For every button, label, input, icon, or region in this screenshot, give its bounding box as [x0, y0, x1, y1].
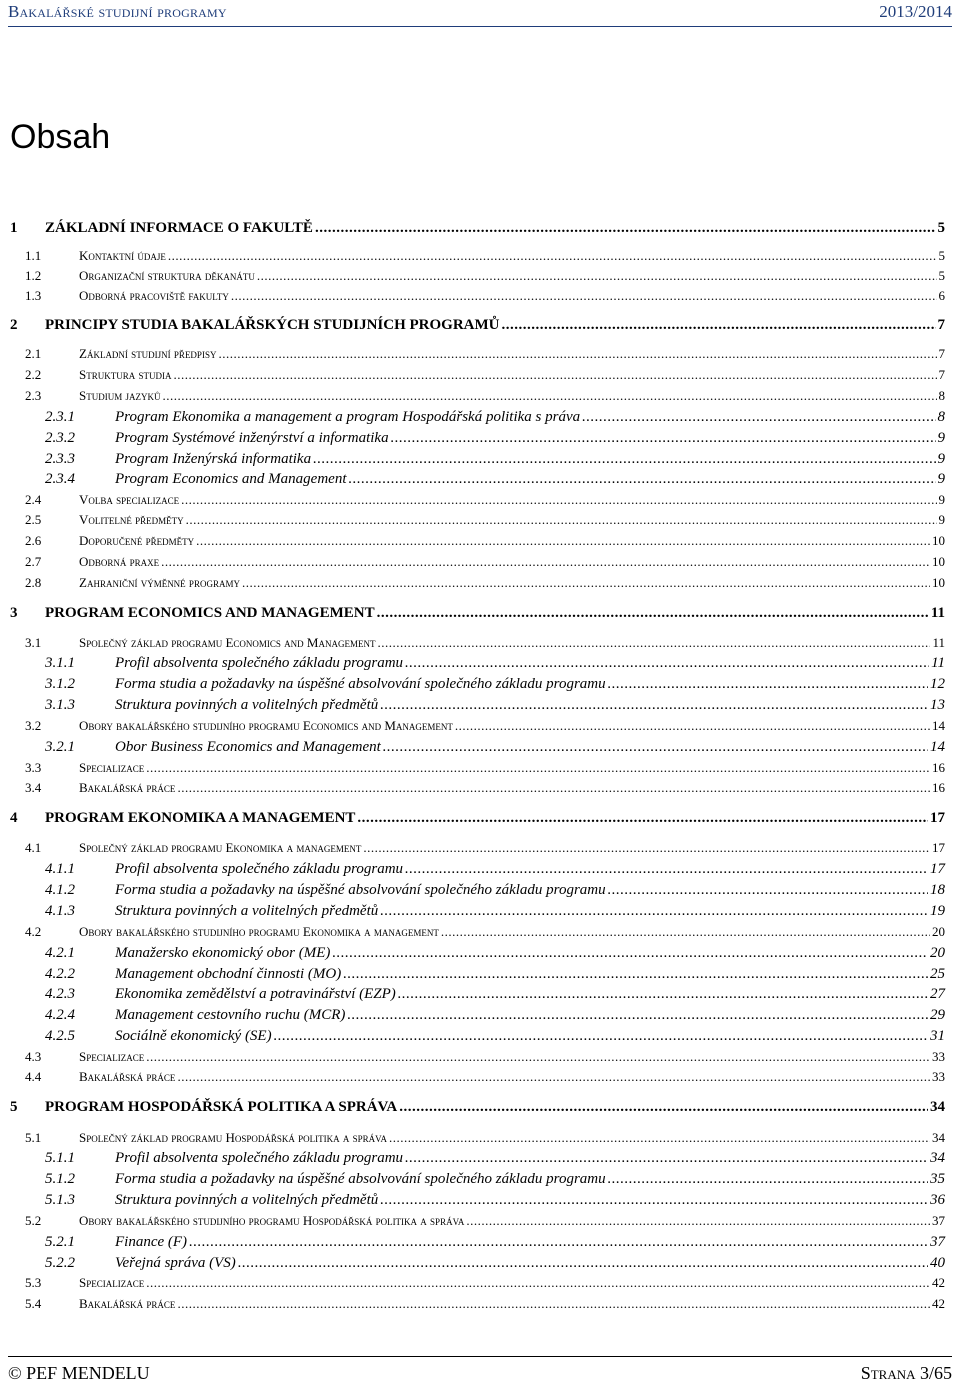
toc-entry-leader	[313, 451, 935, 468]
toc-entry-title: Management cestovního ruchu (MCR)	[115, 1007, 346, 1023]
toc-entry-title: Organizační struktura děkanátu	[79, 268, 255, 283]
toc-entry-leader	[398, 986, 928, 1003]
toc-entry-page: 5	[938, 268, 945, 283]
toc-entry-leader	[391, 430, 936, 447]
toc-entry[interactable]	[25, 1069, 945, 1085]
toc-entry-number: 2.3	[25, 388, 42, 403]
toc-entry-number: 4.1.3	[45, 903, 75, 919]
toc-entry-number: 3.1.3	[45, 697, 75, 713]
toc-entry-page: 10	[932, 575, 945, 590]
toc-entry[interactable]	[25, 780, 945, 796]
toc-entry-leader	[242, 575, 930, 591]
toc-entry-leader	[363, 840, 930, 856]
toc-entry[interactable]	[25, 1296, 945, 1312]
toc-entry[interactable]	[45, 966, 945, 983]
toc-entry[interactable]	[45, 861, 945, 878]
toc-entry-page: 17	[930, 810, 945, 826]
toc-entry[interactable]	[25, 248, 945, 264]
toc-entry-title: Veřejná správa (VS)	[115, 1255, 236, 1271]
toc-entry-leader	[332, 945, 928, 962]
toc-entry-page: 11	[932, 635, 945, 650]
toc-entry-page: 16	[932, 760, 945, 775]
toc-entry-leader	[257, 268, 937, 284]
toc-entry-title: Specializace	[79, 760, 145, 775]
toc-entry-page: 9	[938, 512, 945, 527]
toc-entry-title: Zahraniční výměnné programy	[79, 575, 240, 590]
toc-entry-page: 42	[932, 1275, 945, 1290]
toc-entry-leader	[238, 1255, 928, 1272]
toc-entry-number: 1.2	[25, 268, 42, 283]
toc-entry[interactable]	[25, 288, 945, 304]
toc-entry-leader	[177, 1296, 930, 1312]
toc-entry-title: Sociálně ekonomický (SE)	[115, 1028, 272, 1044]
toc-entry[interactable]	[25, 924, 945, 940]
toc-entry-page: 9	[937, 471, 945, 487]
toc-entry[interactable]	[25, 1049, 945, 1065]
toc-entry-number: 2.3.4	[45, 471, 75, 487]
toc-entry-leader	[501, 317, 935, 334]
toc-entry-title: Struktura povinných a volitelných předmětů	[115, 1192, 379, 1208]
toc-entry[interactable]	[45, 882, 945, 899]
toc-entry-leader	[582, 409, 935, 426]
toc-entry-leader	[378, 635, 931, 651]
toc-entry-page: 29	[930, 1007, 945, 1023]
toc-entry-leader	[177, 780, 930, 796]
toc-entry-title: Doporučené předměty	[79, 533, 195, 548]
toc-entry-title: PROGRAM HOSPODÁŘSKÁ POLITIKA A SPRÁVA	[45, 1099, 398, 1115]
toc-entry-title: Odborná praxe	[79, 554, 160, 569]
toc-entry-page: 20	[930, 945, 945, 961]
toc-entry-number: 3	[10, 605, 18, 621]
toc-entry-number: 2.3.1	[45, 409, 75, 425]
toc-entry-title: Profil absolventa společného základu programu	[115, 861, 404, 877]
toc-entry-number: 2.7	[25, 554, 42, 569]
toc-entry[interactable]	[45, 903, 945, 920]
toc-entry-page: 17	[932, 840, 945, 855]
toc-entry-page: 18	[930, 882, 945, 898]
toc-entry-title: ZÁKLADNÍ INFORMACE O FAKULTĚ	[45, 220, 313, 236]
toc-entry[interactable]	[25, 512, 945, 528]
toc-entry-number: 4	[10, 810, 18, 826]
toc-entry-title: Společný základ programu Ekonomika a management	[79, 840, 362, 855]
toc-entry-title: Bakalářská práce	[79, 1296, 176, 1311]
toc-entry[interactable]	[45, 739, 945, 756]
toc-entry[interactable]	[45, 1234, 945, 1251]
toc-entry-number: 2.6	[25, 533, 42, 548]
toc-entry-title: Forma studia a požadavky na úspěšné absolvování společného základu programu	[115, 676, 606, 692]
toc-entry-leader	[405, 861, 928, 878]
toc-entry-leader	[146, 1275, 930, 1291]
toc-entry-number: 2.2	[25, 367, 42, 382]
toc-entry-leader	[186, 512, 937, 528]
toc-entry-page: 16	[932, 780, 945, 795]
toc-entry-number: 5.3	[25, 1275, 42, 1290]
toc-entry-title: Specializace	[79, 1049, 145, 1064]
toc-entry-number: 1.3	[25, 288, 42, 303]
toc-entry[interactable]	[45, 1028, 945, 1045]
toc-entry-leader	[455, 718, 930, 734]
toc-entry[interactable]	[45, 655, 945, 672]
header-rule	[8, 26, 952, 27]
toc-entry[interactable]	[45, 430, 945, 447]
toc-entry-leader	[315, 220, 936, 237]
toc-entry-page: 19	[930, 903, 945, 919]
toc-entry-number: 4.1.1	[45, 861, 75, 877]
toc-entry-page: 8	[938, 388, 945, 403]
toc-entry-title: Struktura povinných a volitelných předmětů	[115, 697, 379, 713]
toc-entry[interactable]	[25, 533, 945, 549]
toc-entry-page: 34	[930, 1099, 945, 1115]
toc-entry-title: PROGRAM EKONOMIKA A MANAGEMENT	[45, 810, 356, 826]
toc-entry-page: 8	[937, 409, 945, 425]
toc-entry-page: 6	[938, 288, 945, 303]
toc-entry-page: 27	[930, 986, 945, 1002]
toc-entry-leader	[466, 1213, 930, 1229]
toc-entry-leader	[189, 1234, 928, 1251]
header-title: Bakalářské studijní programy	[8, 2, 227, 21]
toc-entry-leader	[218, 346, 936, 362]
toc-entry[interactable]	[25, 492, 945, 508]
toc-entry-leader	[162, 388, 936, 404]
toc-entry-number: 4.2.3	[45, 986, 75, 1002]
toc-entry-number: 3.1.1	[45, 655, 75, 671]
toc-entry-leader	[608, 676, 928, 693]
toc-entry[interactable]	[45, 1171, 945, 1188]
toc-entry[interactable]	[25, 367, 945, 383]
toc-entry-page: 14	[930, 739, 945, 755]
toc-entry-page: 13	[930, 697, 945, 713]
toc-entry-page: 10	[932, 533, 945, 548]
toc-entry[interactable]	[25, 346, 945, 362]
toc-entry-leader	[357, 810, 928, 827]
toc-entry-title: Obory bakalářského studijního programu Hospodářská politika a správa	[79, 1213, 465, 1228]
toc-entry-title: Finance (F)	[115, 1234, 188, 1250]
toc-entry[interactable]	[25, 760, 945, 776]
toc-entry-number: 2	[10, 317, 18, 333]
toc-entry-leader	[380, 903, 928, 920]
toc-entry-number: 4.2.2	[45, 966, 75, 982]
toc-entry-number: 5.1.3	[45, 1192, 75, 1208]
toc-entry-title: Specializace	[79, 1275, 145, 1290]
toc-entry[interactable]	[45, 409, 945, 426]
toc-entry[interactable]	[25, 554, 945, 570]
footer-copyright: © PEF MENDELU	[8, 1363, 150, 1383]
toc-entry-leader	[196, 533, 930, 549]
toc-entry-page: 17	[930, 861, 945, 877]
toc-entry-number: 5.2	[25, 1213, 42, 1228]
toc-entry-page: 33	[932, 1049, 945, 1064]
toc-entry-number: 5.2.2	[45, 1255, 75, 1271]
toc-entry-title: Program Inženýrská informatika	[115, 451, 312, 467]
toc-entry-page: 9	[937, 451, 945, 467]
toc-entry-page: 25	[930, 966, 945, 982]
toc-entry[interactable]	[10, 220, 945, 237]
toc-entry-title: Základní studijní předpisy	[79, 346, 217, 361]
toc-entry-page: 14	[932, 718, 945, 733]
toc-entry-title: Forma studia a požadavky na úspěšné absolvování společného základu programu	[115, 1171, 606, 1187]
toc-entry[interactable]	[45, 1255, 945, 1272]
toc-entry-title: Program Ekonomika a management a program Hospodářská politika s práva	[115, 409, 581, 425]
toc-entry-leader	[146, 1049, 930, 1065]
toc-entry-page: 7	[938, 346, 945, 361]
toc-entry-leader	[343, 966, 928, 983]
toc-entry-page: 9	[937, 430, 945, 446]
toc-entry-number: 5.4	[25, 1296, 42, 1311]
toc-entry-page: 5	[937, 220, 945, 236]
toc-entry-leader	[399, 1099, 928, 1116]
toc-entry-leader	[274, 1028, 928, 1045]
toc-entry[interactable]	[25, 840, 945, 856]
toc-entry[interactable]	[10, 605, 945, 622]
toc-entry-number: 3.2.1	[45, 739, 75, 755]
toc-entry-leader	[441, 924, 930, 940]
toc-entry[interactable]	[25, 388, 945, 404]
toc-entry[interactable]	[10, 810, 945, 827]
toc-entry-leader	[380, 1192, 928, 1209]
page-footer	[8, 1356, 952, 1386]
toc-entry[interactable]	[25, 635, 945, 651]
toc-entry[interactable]	[25, 1130, 945, 1146]
toc-entry-number: 4.2.4	[45, 1007, 75, 1023]
toc-entry-title: Bakalářská práce	[79, 1069, 176, 1084]
toc-entry-number: 2.8	[25, 575, 42, 590]
toc-entry-page: 10	[932, 554, 945, 569]
toc-entry[interactable]	[45, 1007, 945, 1024]
toc-entry-title: Kontaktní údaje	[79, 248, 166, 263]
toc-entry-title: Ekonomika zemědělství a potravinářství (EZP)	[115, 986, 396, 1002]
toc-entry[interactable]	[45, 471, 945, 488]
toc-entry-page: 37	[930, 1234, 945, 1250]
toc-entry-title: Studium jazyků	[79, 388, 161, 403]
toc-entry-leader	[380, 697, 928, 714]
toc-entry-page: 5	[938, 248, 945, 263]
toc-entry-leader	[173, 367, 936, 383]
toc-entry-leader	[608, 1171, 928, 1188]
toc-entry[interactable]	[10, 1099, 945, 1116]
toc-entry-number: 2.5	[25, 512, 42, 527]
toc-entry-title: Struktura studia	[79, 367, 172, 382]
toc-entry-page: 9	[938, 492, 945, 507]
toc-entry-number: 5.1.2	[45, 1171, 75, 1187]
toc-entry[interactable]	[45, 1150, 945, 1167]
toc-entry-number: 4.2.5	[45, 1028, 75, 1044]
toc-entry-leader	[608, 882, 928, 899]
toc-entry-number: 2.4	[25, 492, 42, 507]
toc-entry-page: 11	[931, 655, 945, 671]
toc-entry-title: Manažersko ekonomický obor (ME)	[115, 945, 331, 961]
toc-entry-number: 4.2	[25, 924, 42, 939]
toc-entry-number: 2.1	[25, 346, 42, 361]
toc-entry-title: Obor Business Economics and Management	[115, 739, 381, 755]
toc-entry-title: Bakalářská práce	[79, 780, 176, 795]
toc-entry-page: 34	[932, 1130, 945, 1145]
footer-page-number: Strana 3/65	[860, 1363, 952, 1383]
toc-entry-title: Společný základ programu Economics and Management	[79, 635, 376, 650]
toc-entry-number: 5	[10, 1099, 18, 1115]
toc-entry-number: 3.1.2	[45, 676, 75, 692]
toc-entry-number: 4.2.1	[45, 945, 75, 961]
toc-entry-leader	[383, 739, 928, 756]
toc-entry-title: Profil absolventa společného základu programu	[115, 1150, 404, 1166]
toc-entry-leader	[161, 554, 930, 570]
toc-entry-page: 36	[930, 1192, 945, 1208]
page-header	[8, 0, 952, 26]
toc-entry-title: PRINCIPY STUDIA BAKALÁŘSKÝCH STUDIJNÍCH PROGRAMŮ	[45, 317, 500, 333]
toc-entry-leader	[231, 288, 937, 304]
toc-entry-title: Společný základ programu Hospodářská politika a správa	[79, 1130, 387, 1145]
toc-entry-title: Volba specializace	[79, 492, 180, 507]
toc-entry-leader	[377, 605, 929, 622]
toc-entry-page: 33	[932, 1069, 945, 1084]
toc-entry-number: 4.3	[25, 1049, 42, 1064]
toc-entry-title: Volitelné předměty	[79, 512, 184, 527]
toc-entry-title: Management obchodní činnosti (MO)	[115, 966, 342, 982]
toc-entry-leader	[177, 1069, 930, 1085]
toc-entry-leader	[168, 248, 937, 264]
toc-entry-title: Struktura povinných a volitelných předmětů	[115, 903, 379, 919]
toc-entry[interactable]	[45, 1192, 945, 1209]
toc-entry-number: 4.1.2	[45, 882, 75, 898]
toc-entry-page: 35	[930, 1171, 945, 1187]
toc-entry[interactable]	[10, 317, 945, 334]
toc-entry-number: 4.4	[25, 1069, 42, 1084]
toc-entry-page: 7	[937, 317, 945, 333]
toc-entry-number: 2.3.3	[45, 451, 75, 467]
toc-entry-page: 12	[930, 676, 945, 692]
toc-entry-leader	[146, 760, 930, 776]
toc-entry-leader	[349, 471, 936, 488]
toc-entry-page: 34	[930, 1150, 945, 1166]
toc-entry[interactable]	[25, 1275, 945, 1291]
toc-entry-page: 20	[932, 924, 945, 939]
toc-entry-page: 37	[932, 1213, 945, 1228]
toc-entry-title: Odborná pracoviště fakulty	[79, 288, 229, 303]
toc-entry-number: 1	[10, 220, 18, 236]
toc-entry[interactable]	[25, 1213, 945, 1229]
footer-rule	[8, 1356, 952, 1357]
toc-entry-number: 3.3	[25, 760, 42, 775]
toc-entry-leader	[347, 1007, 928, 1024]
toc-entry[interactable]	[45, 451, 945, 468]
toc-entry-title: Program Systémové inženýrství a informatika	[115, 430, 389, 446]
toc-entry[interactable]	[25, 575, 945, 591]
toc-entry-number: 2.3.2	[45, 430, 75, 446]
toc-entry-title: Profil absolventa společného základu programu	[115, 655, 404, 671]
toc-entry-leader	[405, 655, 929, 672]
toc-entry-page: 42	[932, 1296, 945, 1311]
toc-entry-leader	[181, 492, 936, 508]
toc-entry-leader	[389, 1130, 930, 1146]
toc-entry-title: Obory bakalářského studijního programu Ekonomika a management	[79, 924, 439, 939]
toc-entry-page: 11	[930, 605, 945, 621]
toc-entry-number: 3.2	[25, 718, 42, 733]
toc-entry[interactable]	[45, 676, 945, 693]
toc-entry-number: 5.1	[25, 1130, 42, 1145]
toc-entry-leader	[405, 1150, 928, 1167]
toc-entry[interactable]	[25, 718, 945, 734]
toc-entry[interactable]	[45, 697, 945, 714]
toc-entry-page: 40	[930, 1255, 945, 1271]
toc-entry[interactable]	[25, 268, 945, 284]
page-title: Obsah	[10, 118, 111, 156]
toc-entry-number: 1.1	[25, 248, 42, 263]
toc-entry-page: 7	[938, 367, 945, 382]
toc-entry[interactable]	[45, 945, 945, 962]
toc-entry-number: 4.1	[25, 840, 42, 855]
toc-entry-number: 5.1.1	[45, 1150, 75, 1166]
toc-entry-page: 31	[930, 1028, 945, 1044]
toc-entry-number: 3.1	[25, 635, 42, 650]
header-year: 2013/2014	[879, 2, 952, 21]
toc-entry-title: PROGRAM ECONOMICS AND MANAGEMENT	[45, 605, 375, 621]
toc-entry-number: 3.4	[25, 780, 42, 795]
toc-entry-title: Obory bakalářského studijního programu Economics and Management	[79, 718, 453, 733]
toc-entry[interactable]	[45, 986, 945, 1003]
toc-entry-number: 5.2.1	[45, 1234, 75, 1250]
toc-entry-title: Program Economics and Management	[115, 471, 347, 487]
toc-entry-title: Forma studia a požadavky na úspěšné absolvování společného základu programu	[115, 882, 606, 898]
